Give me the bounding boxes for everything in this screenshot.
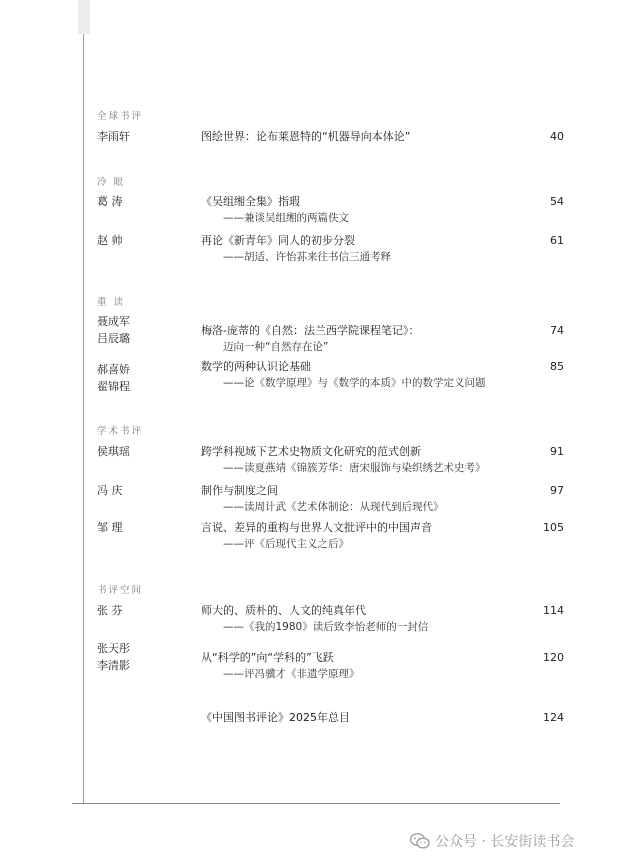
entry-page-number: 120 bbox=[543, 651, 564, 664]
margin-rule bbox=[83, 34, 84, 804]
entry-title[interactable]: 《吴组缃全集》指瑕 bbox=[201, 195, 300, 208]
entry-page-number: 54 bbox=[550, 195, 564, 208]
entry-author: 冯 庆 bbox=[97, 484, 123, 497]
entry-page-number: 91 bbox=[550, 445, 564, 458]
annual-index-title[interactable]: 《中国图书评论》2025年总目 bbox=[201, 711, 350, 724]
entry-author: 张 芬 bbox=[97, 604, 123, 617]
entry-title[interactable]: 再论《新青年》同人的初步分裂 bbox=[201, 234, 355, 247]
entry-subtitle: ——评《后现代主义之后》 bbox=[223, 538, 349, 550]
entry-title[interactable]: 跨学科视域下艺术史物质文化研究的范式创新 bbox=[201, 445, 421, 458]
entry-author: 张天彤 bbox=[97, 642, 130, 655]
entry-title[interactable]: 师大的、质朴的、人文的纯真年代 bbox=[201, 604, 366, 617]
section-label-global-review: 全球书评 bbox=[97, 111, 144, 122]
entry-page-number: 40 bbox=[550, 130, 564, 143]
entry-title[interactable]: 制作与制度之间 bbox=[201, 484, 278, 497]
entry-subtitle: ——读周计武《艺术体制论：从现代到后现代》 bbox=[223, 501, 444, 513]
entry-page-number: 74 bbox=[550, 324, 564, 337]
entry-subtitle: ——读夏燕靖《锦簇芳华：唐宋服饰与染织绣艺术史考》 bbox=[223, 462, 486, 474]
entry-subtitle: ——胡适、许怡荪来往书信三通考释 bbox=[223, 251, 391, 263]
entry-page-number: 61 bbox=[550, 234, 564, 247]
entry-author: 吕辰璐 bbox=[97, 332, 130, 345]
entry-author: 李雨轩 bbox=[97, 130, 130, 143]
entry-page-number: 114 bbox=[543, 604, 564, 617]
entry-title[interactable]: 梅洛-庞蒂的《自然：法兰西学院课程笔记》： bbox=[201, 324, 420, 337]
entry-author: 葛 涛 bbox=[97, 195, 123, 208]
entry-page-number: 105 bbox=[543, 521, 564, 534]
section-label-cold-eye: 冷 眼 bbox=[97, 177, 126, 188]
entry-title[interactable]: 从“科学的”向“学科的”飞跃 bbox=[201, 651, 334, 664]
entry-subtitle: ——论《数学原理》与《数学的本质》中的数学定义问题 bbox=[223, 377, 486, 389]
entry-title[interactable]: 言说、差异的重构与世界人文批评中的中国声音 bbox=[201, 521, 432, 534]
page-edge-tab bbox=[78, 0, 90, 34]
entry-subtitle: ——兼谈吴组缃的两篇佚文 bbox=[223, 212, 349, 224]
wechat-icon bbox=[410, 833, 430, 849]
entry-author: 郝喜娇 bbox=[97, 363, 130, 376]
entry-title[interactable]: 图绘世界：论布莱恩特的“机器导向本体论” bbox=[201, 130, 411, 143]
entry-author: 侯琪瑶 bbox=[97, 445, 130, 458]
watermark-text: 公众号 · 长安街读书会 bbox=[435, 834, 575, 850]
entry-title[interactable]: 数学的两种认识论基础 bbox=[201, 360, 311, 373]
entry-page-number: 85 bbox=[550, 360, 564, 373]
watermark bbox=[410, 831, 574, 851]
section-label-review-space: 书评空间 bbox=[97, 585, 144, 596]
entry-page-number: 97 bbox=[550, 484, 564, 497]
entry-author: 翟锦程 bbox=[97, 380, 130, 393]
entry-author: 邹 理 bbox=[97, 521, 123, 534]
annual-index-page-number: 124 bbox=[543, 711, 564, 724]
entry-subtitle: ——《我的1980》读后致李怡老师的一封信 bbox=[223, 621, 429, 633]
entry-author: 李清影 bbox=[97, 659, 130, 672]
entry-subtitle: 迈向一种“自然存在论” bbox=[223, 341, 329, 353]
entry-subtitle: ——评冯骥才《非遗学原理》 bbox=[223, 668, 360, 680]
section-label-reread: 重 读 bbox=[97, 297, 126, 308]
entry-author: 聂成军 bbox=[97, 315, 130, 328]
section-label-academic-review: 学术书评 bbox=[97, 426, 144, 437]
entry-author: 赵 帅 bbox=[97, 234, 123, 247]
bottom-rule bbox=[72, 803, 560, 804]
